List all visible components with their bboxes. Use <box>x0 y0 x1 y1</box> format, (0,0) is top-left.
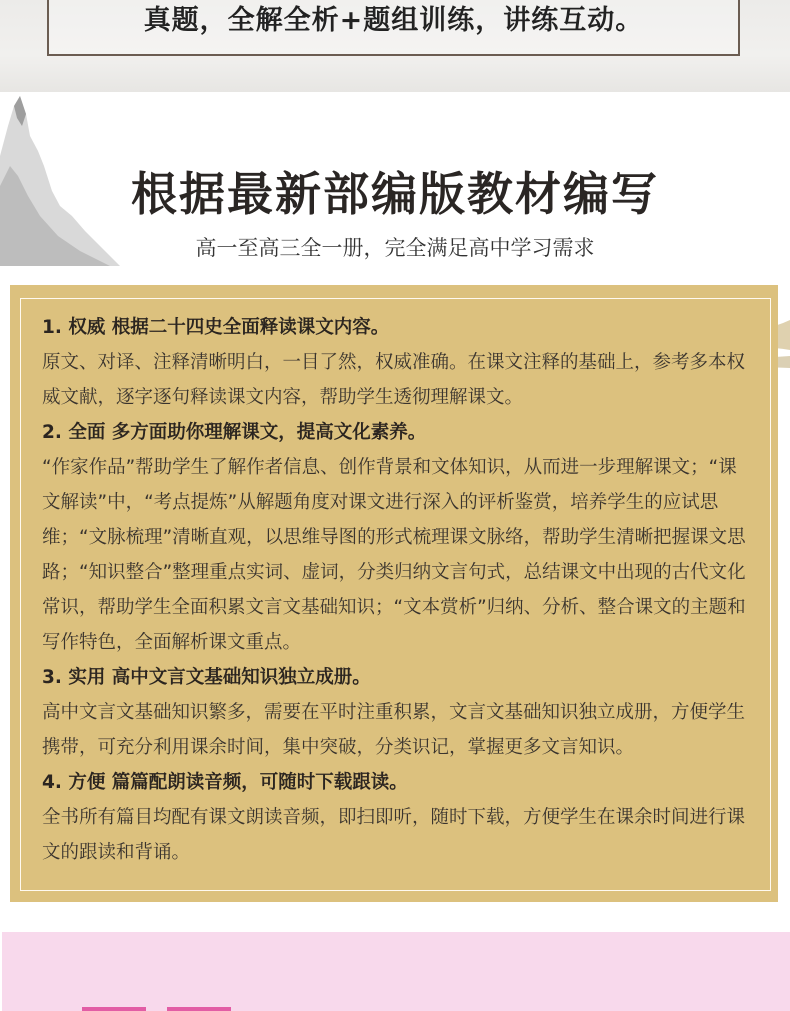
features-panel <box>10 285 778 902</box>
feature-body: 高中文言文基础知识繁多，需要在平时注重积累，文言文基础知识独立成册，方便学生携带，可充分利用课余时间，集中突破，分类识记，掌握更多文言知识。 <box>42 702 746 758</box>
feature-body: “作家作品”帮助学生了解作者信息、创作背景和文体知识，从而进一步理解课文；“课文解读”中，“考点提炼”从解题角度对课文进行深入的评析鉴赏，培养学生的应试思维；“文脉梳理”清晰直观，以思维导图的形式梳理课文脉络，帮助学生清晰把握课文思路；“知识整合”整理重点实词、虚词，分类归纳文言句式，总结课文中出现的古代文化常识，帮助学生全面积累文言文基础知识；“文本赏析”归纳、分析、整合课文的主题和写作特色，全面解析课文重点。 <box>42 457 746 653</box>
banner-frame <box>47 0 740 56</box>
feature-heading: 1. 权威 根据二十四史全面释读课文内容。 <box>42 317 390 338</box>
feature-heading: 4. 方便 篇篇配朗读音频，可随时下载跟读。 <box>42 772 408 793</box>
top-banner <box>0 0 790 92</box>
feature-heading: 2. 全面 多方面助你理解课文，提高文化素养。 <box>42 422 427 443</box>
section-tab-accent <box>167 1007 231 1011</box>
page-subtitle: 高一至高三全一册，完全满足高中学习需求 <box>195 236 595 260</box>
feature-body: 全书所有篇目均配有课文朗读音频，即扫即听，随时下载，方便学生在课余时间进行课文的跟读和背诵。 <box>42 807 746 863</box>
next-section-band <box>2 932 790 1011</box>
section-tab-accent <box>82 1007 146 1011</box>
feature-body: 原文、对译、注释清晰明白，一目了然，权威准确。在课文注释的基础上，参考多本权威文献，逐字逐句释读课文内容，帮助学生透彻理解课文。 <box>42 352 746 408</box>
page-title: 根据最新部编版教材编写 <box>131 167 659 221</box>
features-list <box>42 310 754 870</box>
banner-line-2: 真题，全解全析+题组训练，讲练互动。 <box>143 5 644 36</box>
feature-heading: 3. 实用 高中文言文基础知识独立成册。 <box>42 667 371 688</box>
